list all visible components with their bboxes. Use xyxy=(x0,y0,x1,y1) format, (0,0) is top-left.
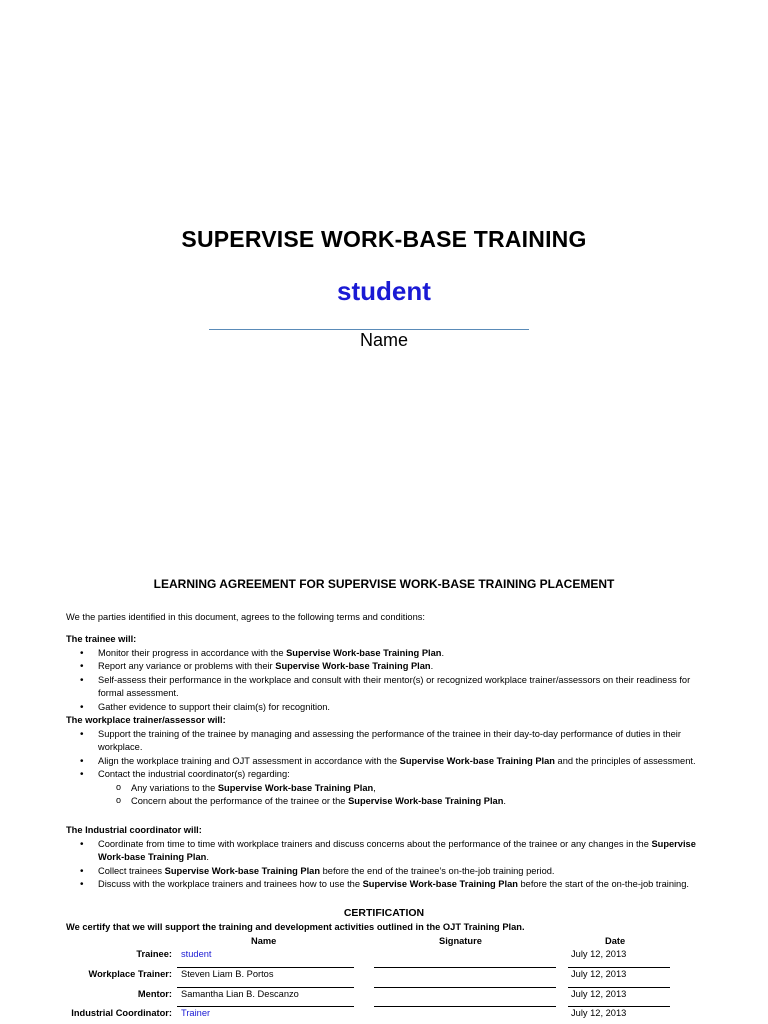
industrial-list xyxy=(66,838,716,892)
row-name-workplace-trainer: Steven Liam B. Portos xyxy=(181,969,274,979)
trainee-section xyxy=(66,633,716,714)
column-header-signature: Signature xyxy=(439,936,482,946)
column-header-date: Date xyxy=(605,936,626,946)
industrial-heading: The Industrial coordinator will: xyxy=(66,825,202,835)
name-line xyxy=(177,987,354,988)
row-name-industrial-coordinator: Trainer xyxy=(181,1008,211,1018)
list-item: • Self-assess their performance in the workplace and consult with their mentor(s) or recognized workplace trainer/assessors on their readiness for formal assessment. xyxy=(66,674,716,701)
row-date-workplace-trainer: July 12, 2013 xyxy=(571,969,627,979)
row-label-industrial-coordinator: Industrial Coordinator: xyxy=(71,1008,172,1018)
list-item: • Contact the industrial coordinator(s) regarding: xyxy=(66,768,716,782)
list-item: o Concern about the performance of the trainee or the Supervise Work-base Training Plan. xyxy=(66,795,716,809)
date-line xyxy=(568,987,670,988)
list-item: • Support the training of the trainee by managing and assessing the performance of the trainee in their day-to-day performance of duties in their workplace. xyxy=(66,728,716,755)
certification-statement: We certify that we will support the training and development activities outlined in the OJT Training Plan. xyxy=(66,922,525,932)
industrial-section xyxy=(66,824,716,892)
trainee-list xyxy=(66,647,716,715)
date-line xyxy=(568,967,670,968)
row-label-mentor: Mentor: xyxy=(137,989,172,999)
list-item: • Discuss with the workplace trainers and trainees how to use the Supervise Work-base Training Plan before the start of the on-the-job training. xyxy=(66,878,716,892)
trainee-heading: The trainee will: xyxy=(66,634,137,644)
name-line xyxy=(177,967,354,968)
signature-line xyxy=(374,967,556,968)
workplace-sub-list xyxy=(66,782,716,809)
row-label-workplace-trainer: Workplace Trainer: xyxy=(88,969,172,979)
workplace-section xyxy=(66,714,716,809)
certification-heading: CERTIFICATION xyxy=(343,907,425,919)
student-name: student xyxy=(337,276,431,306)
list-item: • Collect trainees Supervise Work-base Training Plan before the end of the trainee’s on-the-job training period. xyxy=(66,865,716,879)
list-item: o Any variations to the Supervise Work-base Training Plan, xyxy=(66,782,716,796)
workplace-heading: The workplace trainer/assessor will: xyxy=(66,715,226,725)
agreement-intro: We the parties identified in this document, agrees to the following terms and conditions: xyxy=(66,612,425,622)
signature-line xyxy=(374,987,556,988)
name-line xyxy=(177,1006,354,1007)
list-item: • Report any variance or problems with their Supervise Work-base Training Plan. xyxy=(66,660,716,674)
row-label-trainee: Trainee: xyxy=(136,949,172,959)
list-item: • Gather evidence to support their claim(s) for recognition. xyxy=(66,701,716,715)
name-label: Name xyxy=(359,330,408,350)
list-item: • Coordinate from time to time with workplace trainers and discuss concerns about the performance of the trainee or any changes in the Supervise Work-base Training Plan. xyxy=(66,838,716,865)
row-date-mentor: July 12, 2013 xyxy=(571,989,627,999)
workplace-list xyxy=(66,728,716,782)
list-item: • Align the workplace training and OJT assessment in accordance with the Supervise Work-base Training Plan and the principles of assessment. xyxy=(66,755,716,769)
row-date-industrial-coordinator: July 12, 2013 xyxy=(571,1008,627,1018)
document-title: SUPERVISE WORK-BASE TRAINING xyxy=(181,226,587,252)
agreement-heading: LEARNING AGREEMENT FOR SUPERVISE WORK-BASE TRAINING PLACEMENT xyxy=(153,577,615,591)
signature-line xyxy=(374,1006,556,1007)
row-name-mentor: Samantha Lian B. Descanzo xyxy=(181,989,299,999)
column-header-name: Name xyxy=(251,936,277,946)
list-item: • Monitor their progress in accordance with the Supervise Work-base Training Plan. xyxy=(66,647,716,661)
date-line xyxy=(568,1006,670,1007)
row-name-trainee: student xyxy=(181,949,212,959)
row-date-trainee: July 12, 2013 xyxy=(571,949,627,959)
